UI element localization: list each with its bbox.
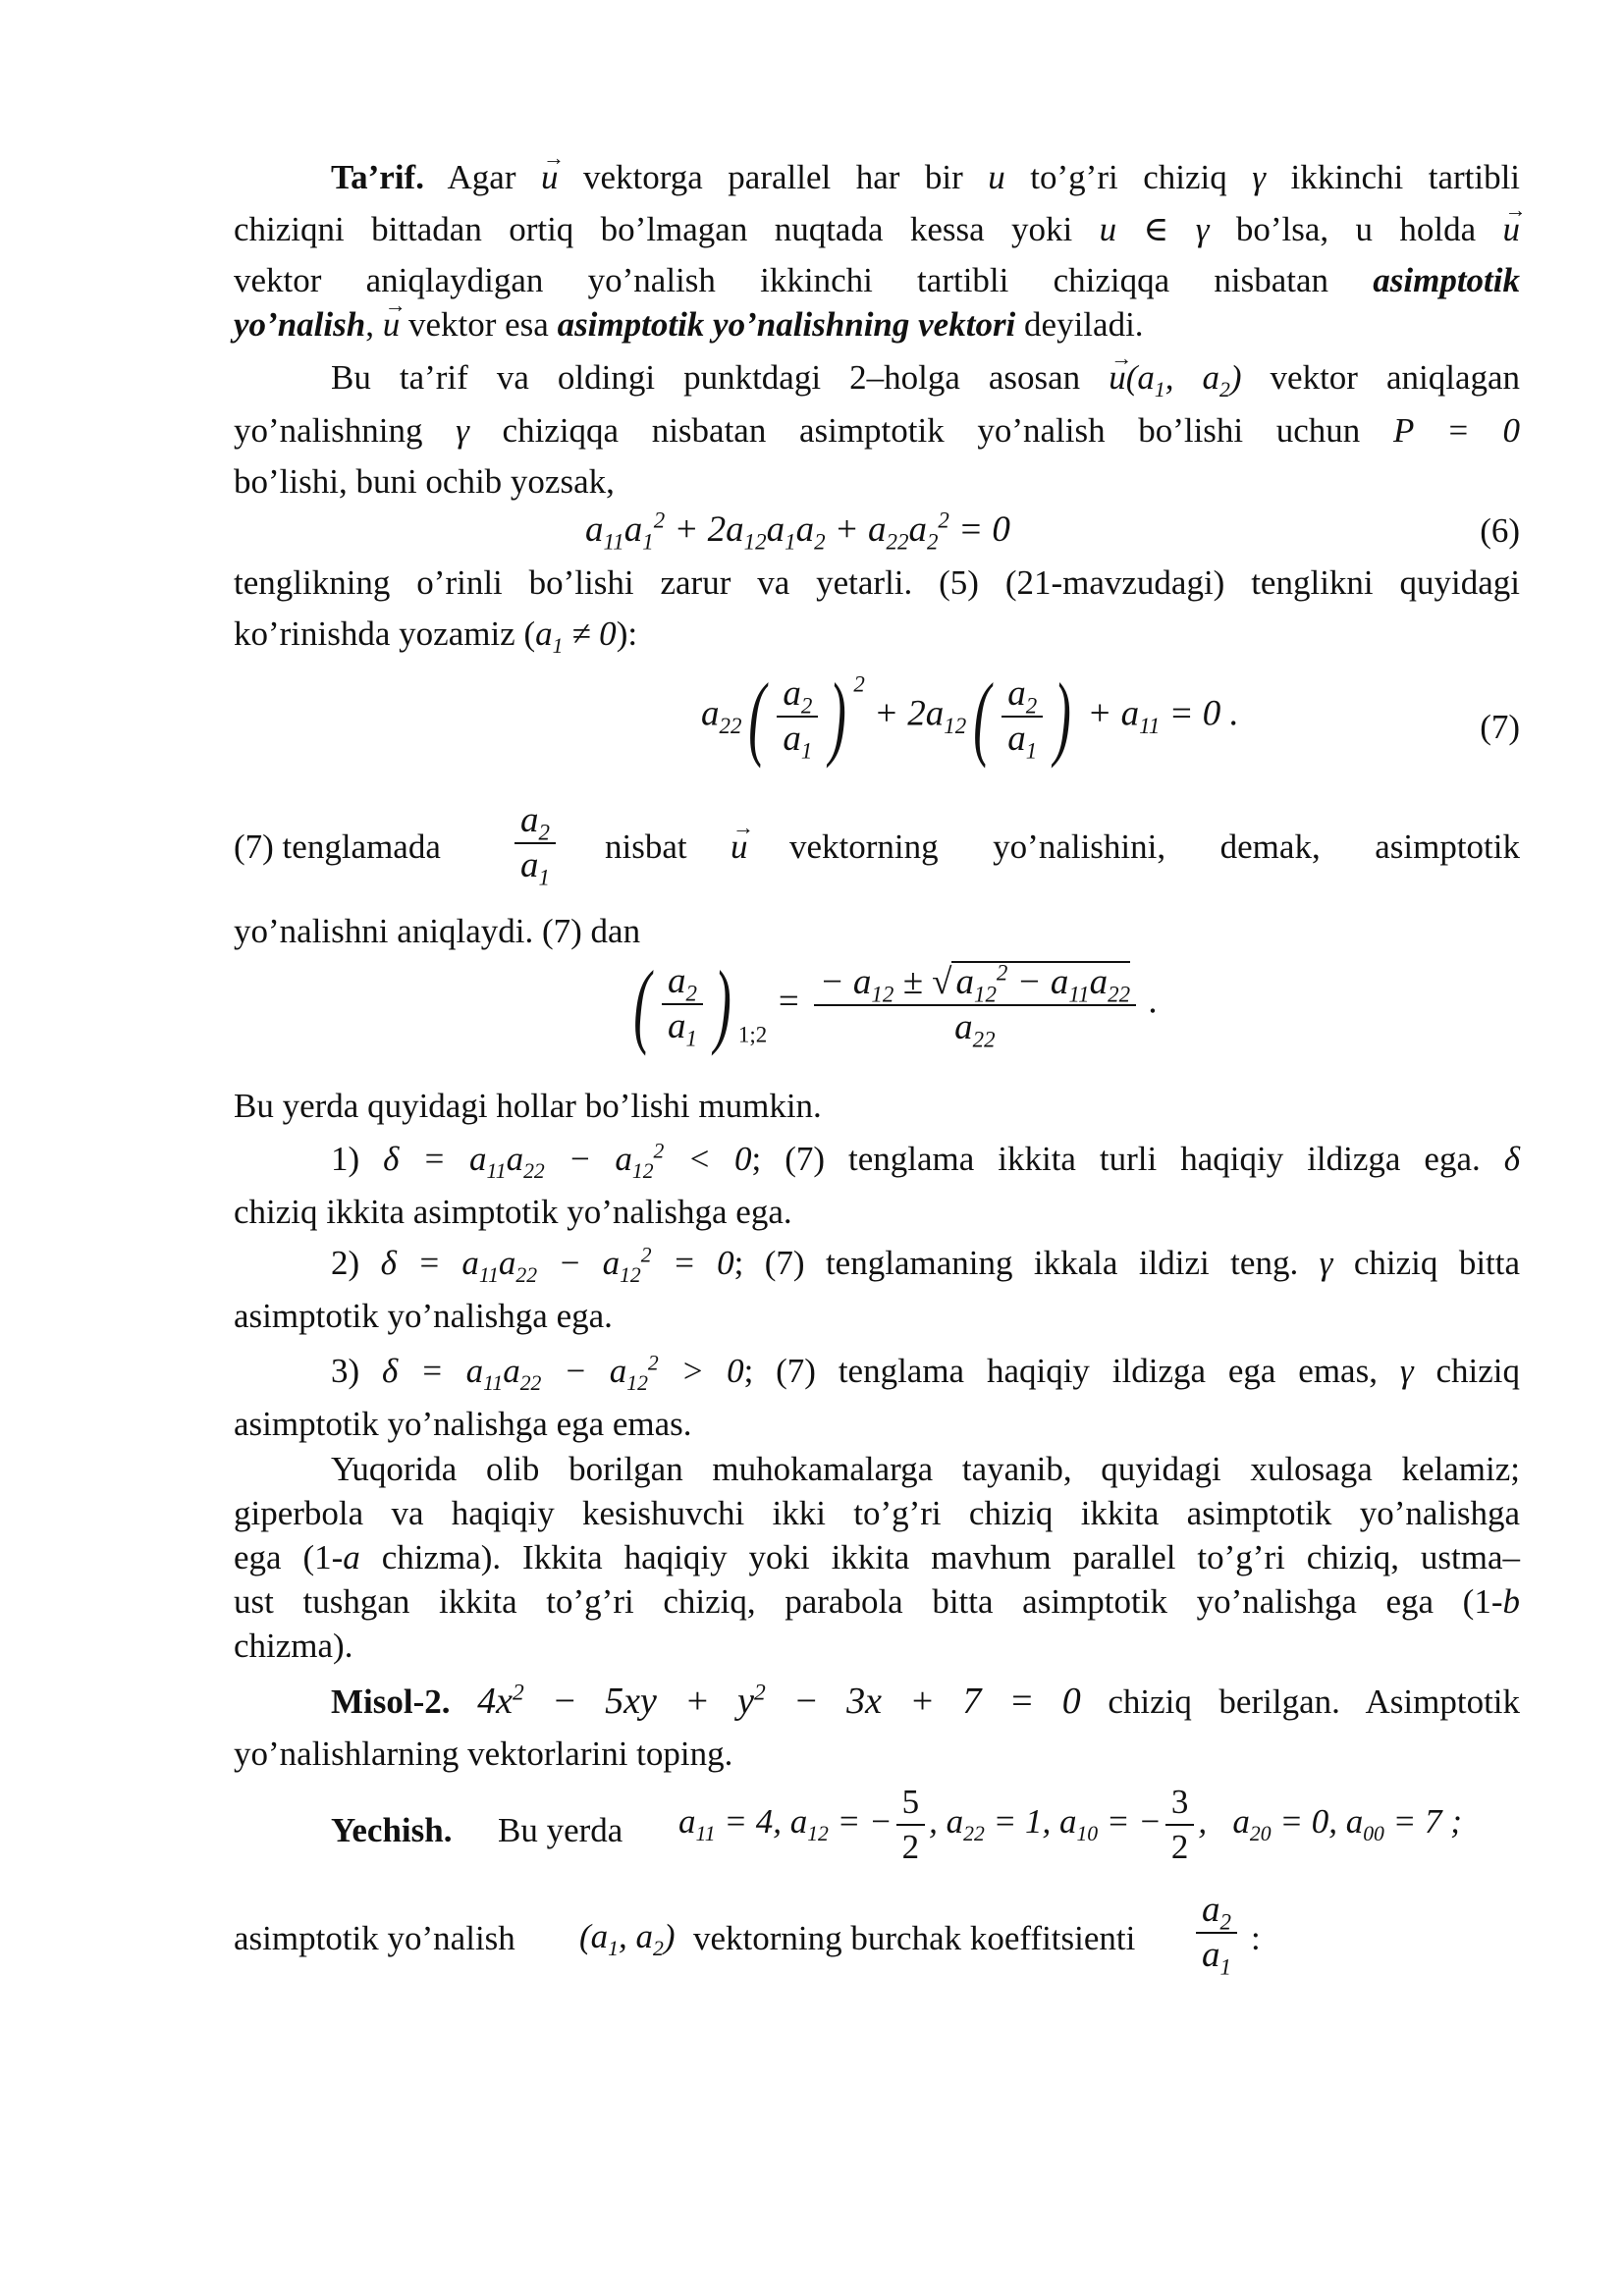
definition-line-4: yo’nalish, → u vektor esa asimptotik yo’nalishning vektori deyiladi.: [234, 304, 1520, 346]
definition-line-3: vektor aniqlaydigan yo’nalish ikkinchi tartibli chiziqqa nisbatan asimptotik: [234, 261, 1520, 299]
case-2-line-2: asimptotik yo’nalishga ega.: [234, 1297, 613, 1335]
case-1-line-2: chiziq ikkita asimptotik yo’nalishga ega.: [234, 1193, 792, 1231]
paragraph-4-line-2: yo’nalishni aniqlaydi. (7) dan: [234, 912, 641, 950]
solution-label: Yechish.: [331, 1811, 453, 1849]
case-2-line-1: 2) $\delta = a_{11}a_{22} - a_{12}^2 = 0$; (7) tenglamaning ikkala ildizi teng. γ chiziq bitta: [331, 1243, 1521, 1287]
paragraph-5: Bu yerda quyidagi hollar bo’lishi mumkin.: [234, 1087, 822, 1125]
equation-6: $a_{11}a_1^2 + 2a_{12}a_1a_2 + a_{22}a_2^2 = 0$: [585, 507, 1010, 555]
equation-7-number: (7): [1480, 708, 1520, 746]
equation-7: $a_{22}$( $\frac{a_2}{a_1}$ ) $^2 + 2a_{12}$( $\frac{a_2}{a_1}$ ) + $a_{11} = 0$ .: [701, 664, 1239, 769]
solution-line-2: asimptotik yo’nalish ($a_1$, $a_2$) vektorning burchak koeffitsienti $\frac{a_2}{a_1}$ :: [234, 1890, 1261, 1980]
solution-coefficients: $a_{11} = 4$, $a_{12}$ = − $\frac{5}{2}$ , $a_{22} = 1$, $a_{10}$ = − $\frac{3}{2}$ , $a_{20} = 0$, $a_{00} = 7$ ;: [678, 1783, 1462, 1866]
case-1-line-1: 1) $\delta = a_{11}a_{22} - a_{12}^2 < 0$; (7) tenglama ikkita turli haqiqiy ildizga ega. δ: [331, 1139, 1521, 1183]
ratio-a2-a1: $\frac{a_2}{a_1}$: [514, 801, 556, 885]
paragraph-6-line-4: ust tushgan ikkita to’g’ri chiziq, parabola bitta asimptotik yo’nalishga ega (1-b: [234, 1582, 1520, 1621]
solution-line-1: Yechish. Bu yerda $a_{11} = 4$, $a_{12}$ = − $\frac{5}{2}$ , $a_{22} = 1$, $a_{10}$ = − $\frac{3}{2}$ , $a_{20} = 0$, $a_{00} = 7$ ;: [331, 1783, 1462, 1866]
paragraph-2-line-1: Bu ta’rif va oldingi punktdagi 2–holga asosan → $u(a_1$, $a_2$) vektor aniqlagan: [331, 357, 1520, 399]
paragraph-4-line-1: (7) tenglamada $\frac{a_2}{a_1}$ nisbat → u vektorning yo’nalishini, demak, asimptotik: [234, 807, 1520, 895]
paragraph-6-line-5: chizma).: [234, 1627, 353, 1665]
vector-u: → u: [541, 157, 559, 198]
paragraph-6-line-1: Yuqorida olib borilgan muhokamalarga tayanib, quyidagi xulosaga kelamiz;: [331, 1450, 1520, 1488]
root-formula: ( $\frac{a_2}{a_1}$ ) $_{1;2}$ = $\frac{- a_{12} \pm √ a_{12}^2 - a_{11}a_{22}}{a_{22}}$ .: [633, 951, 1159, 1056]
paragraph-3-line-2: ko’rinishda yozamiz $(a_1 \ne 0)$:: [234, 614, 638, 658]
definition-line-1: Ta’rif. Agar → u vektorga parallel har bir u to’g’ri chiziq γ ikkinchi tartibli: [331, 157, 1520, 198]
example-2-line-2: yo’nalishlarning vektorlarini toping.: [234, 1735, 733, 1773]
paragraph-2-line-2: yo’nalishning γ chiziqqa nisbatan asimptotik yo’nalish bo’lishi uchun P = 0: [234, 411, 1521, 450]
example-label: Misol-2.: [331, 1682, 451, 1721]
definition-label: Ta’rif.: [331, 158, 424, 196]
equation-6-number: (6): [1480, 511, 1520, 550]
paragraph-3-line-1: tenglikning o’rinli bo’lishi zarur va yetarli. (5) (21-mavzudagi) tenglikni quyidagi: [234, 563, 1520, 602]
slope-ratio: $\frac{a_2}{a_1}$: [1196, 1891, 1237, 1975]
paragraph-6-line-3: ega (1-a chizma). Ikkita haqiqiy yoki ikkita mavhum parallel to’g’ri chiziq, ustma–: [234, 1538, 1520, 1576]
paragraph-2-line-3: bo’lishi, buni ochib yozsak,: [234, 462, 615, 501]
example-2-line-1: Misol-2. $4x^2 - 5xy + y^2 - 3x + 7 = 0$ chiziq berilgan. Asimptotik: [331, 1680, 1521, 1722]
case-3-line-1: 3) $\delta = a_{11}a_{22} - a_{12}^2 > 0$; (7) tenglama haqiqiy ildizga ega emas, γ chiziq: [331, 1351, 1521, 1395]
paragraph-6-line-2: giperbola va haqiqiy kesishuvchi ikki to’g’ri chiziq ikkita asimptotik yo’nalishga: [234, 1494, 1520, 1532]
case-3-line-2: asimptotik yo’nalishga ega emas.: [234, 1405, 692, 1443]
definition-line-2: chiziqni bittadan ortiq bo’lmagan nuqtada kessa yoki u ∈ γ bo’lsa, u holda → u: [234, 209, 1520, 250]
